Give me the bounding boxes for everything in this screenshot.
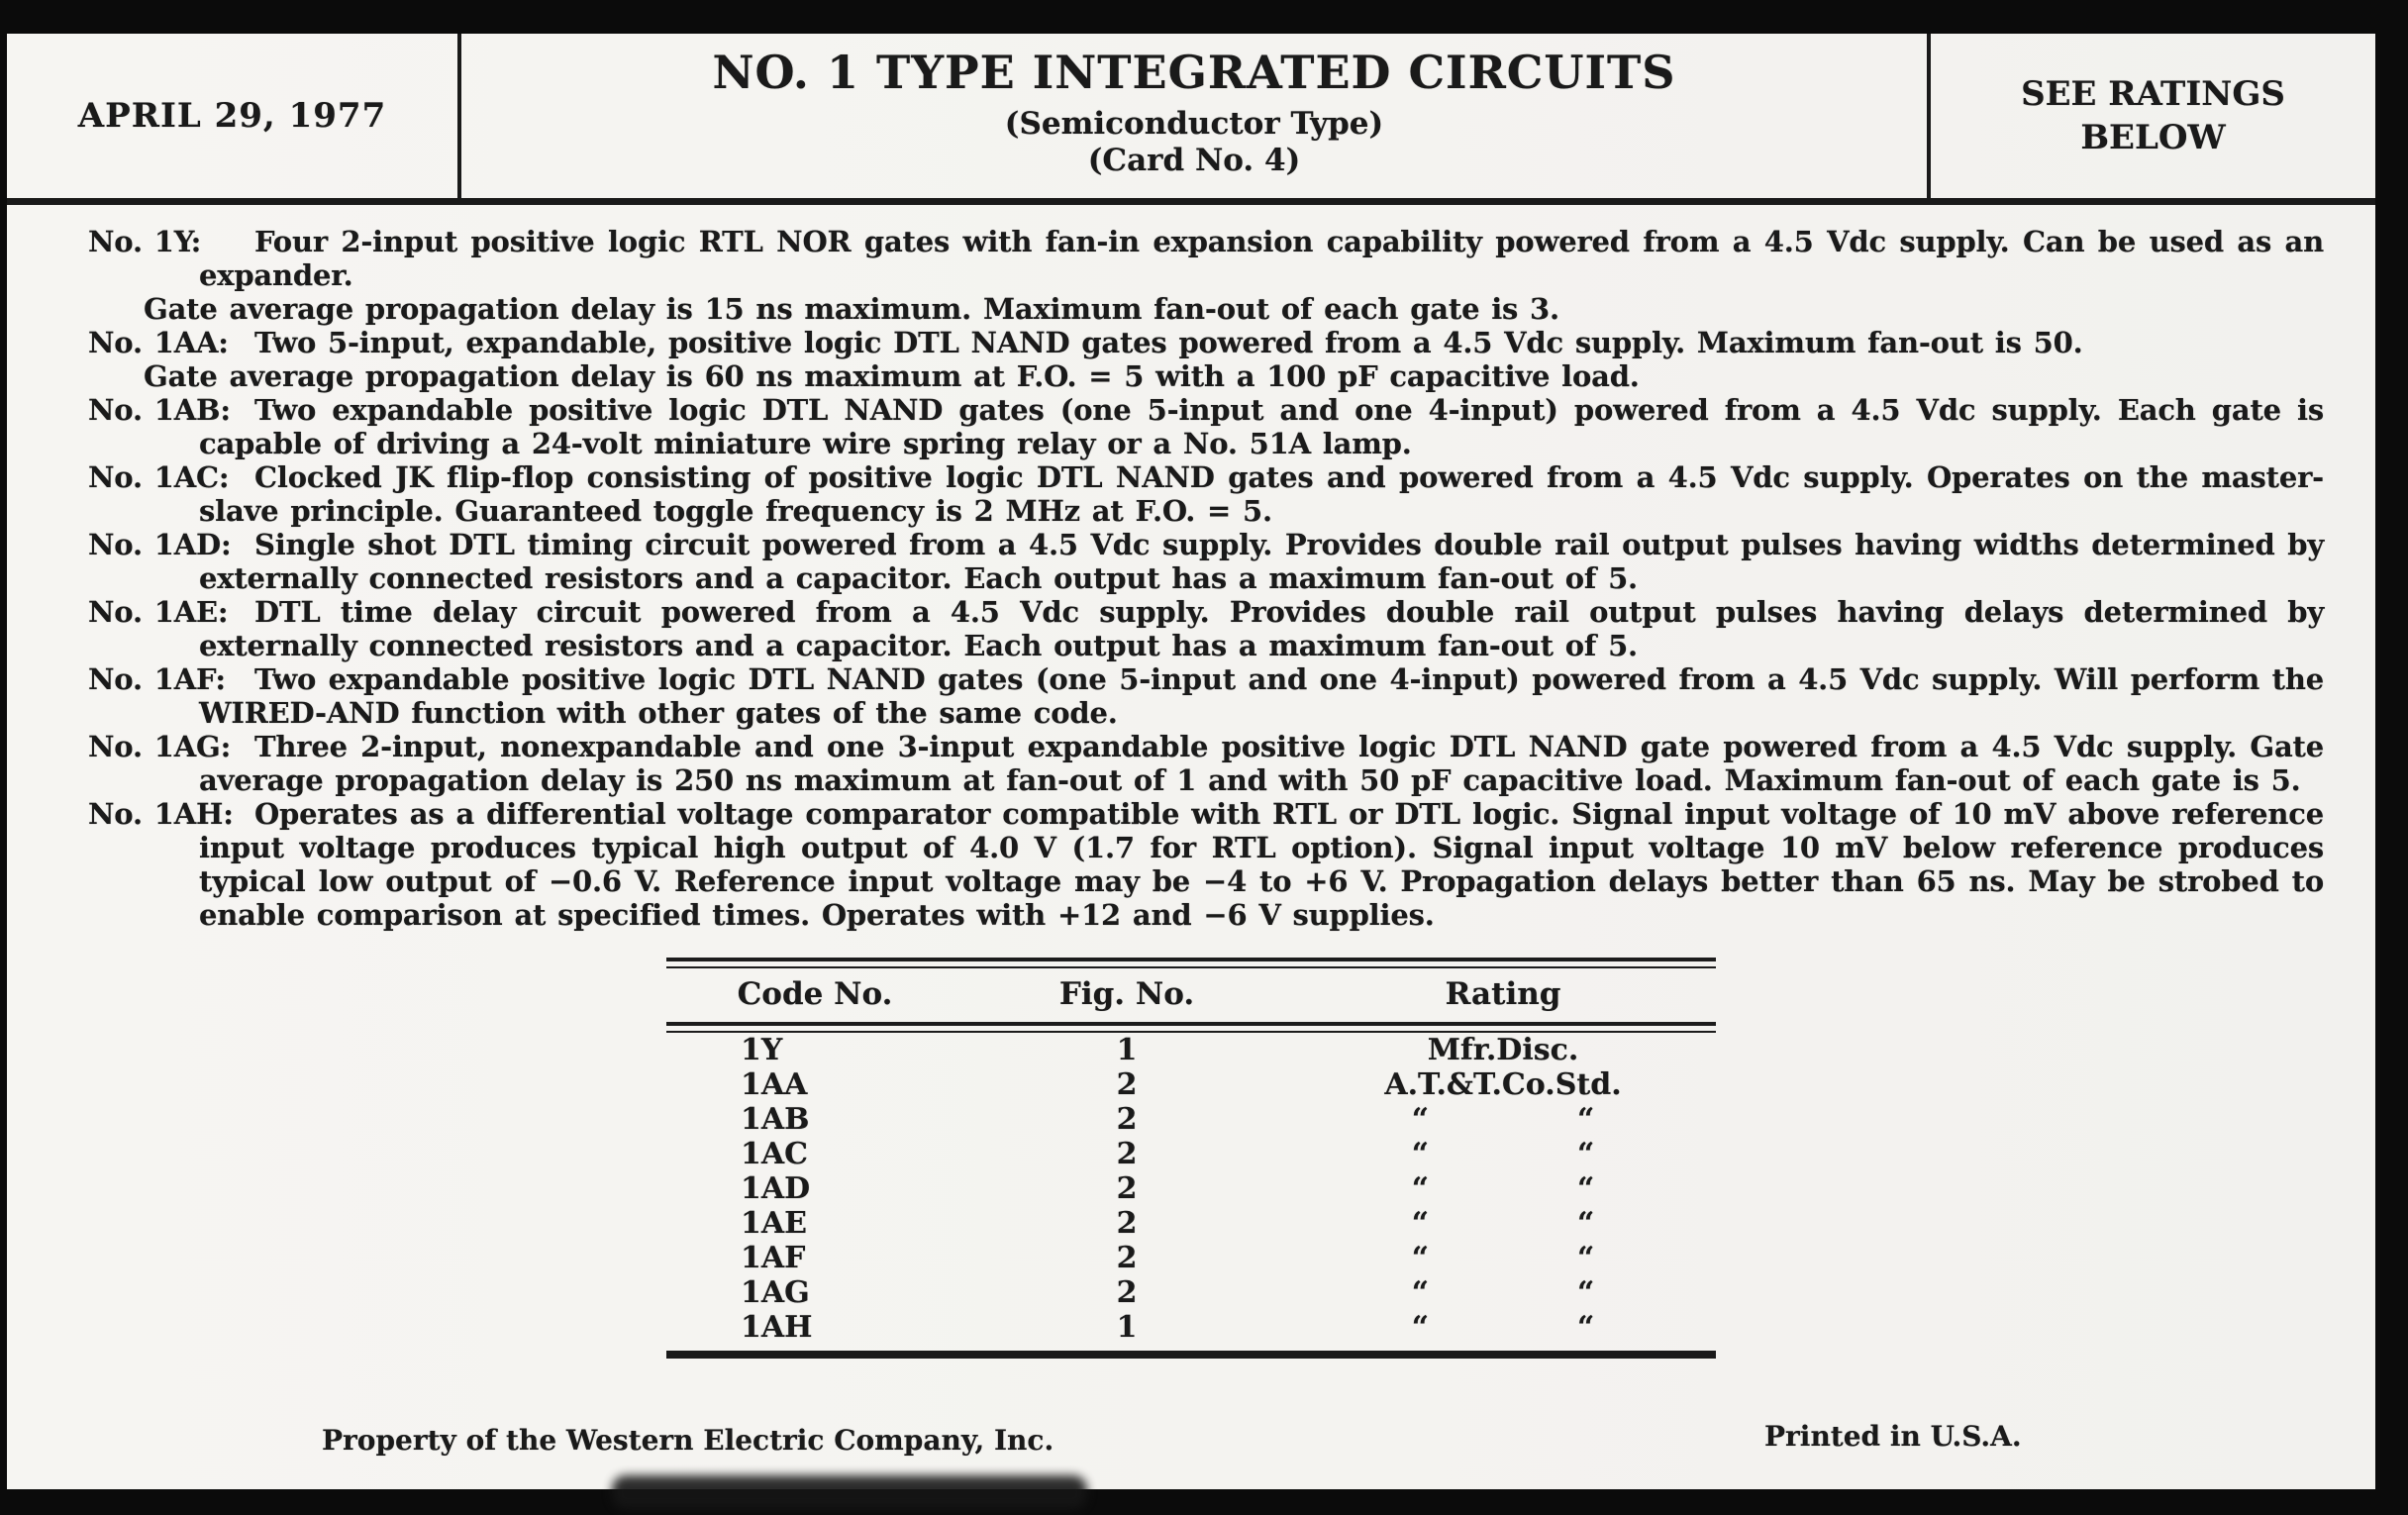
entry-note: Gate average propagation delay is 15 ns maximum. Maximum fan-out of each gate is 3. (144, 292, 1559, 326)
ditto-mark: “ (1411, 1275, 1429, 1310)
cell-code: 1AH (741, 1310, 813, 1345)
cell-fig: 2 (1116, 1206, 1138, 1241)
cell-rating: A.T.&T.Co.Std. (1384, 1067, 1622, 1102)
entry-text: Single shot DTL timing circuit powered from a 4.5 Vdc supply. Provides double rail output pulses having widths determined by externally connected resistors and a capacitor. Each output has a maximum fan-out of 5. (199, 528, 2324, 595)
cell-code: 1AG (741, 1275, 810, 1310)
cell-rating (1290, 1102, 1716, 1137)
header-rule (7, 198, 2375, 205)
cell-fig: 2 (1116, 1241, 1138, 1275)
ditto-mark: “ (1577, 1310, 1595, 1345)
table-row (666, 1067, 1716, 1102)
entry (88, 662, 2324, 730)
ditto-marks (1290, 1171, 1716, 1206)
ditto-marks (1290, 1275, 1716, 1310)
entry (88, 225, 2324, 292)
entry-label: No. 1AE: (88, 595, 229, 629)
ditto-marks (1290, 1310, 1716, 1345)
cell-rating (1290, 1206, 1716, 1241)
entry-text: Three 2-input, nonexpandable and one 3-input expandable positive logic DTL NAND gate powered from a 4.5 Vdc supply. Gate average propagation delay is 250 ns maximum at fan-out of 1 and with 50 pF capacitive load. Maximum fan-out of each gate is 5. (199, 730, 2324, 797)
header-title-cell (457, 34, 1931, 198)
printed-in-usa: Printed in U.S.A. (1764, 1420, 2022, 1453)
cell-rating (1290, 1171, 1716, 1206)
ditto-mark: “ (1577, 1241, 1595, 1275)
entry (88, 393, 2324, 460)
table-row (666, 1033, 1716, 1067)
card-number: (Card No. 4) (1087, 143, 1301, 178)
entry (88, 595, 2324, 662)
entry-label: No. 1Y: (88, 225, 202, 258)
entry-label: No. 1AC: (88, 460, 230, 494)
page-subtitle: (Semiconductor Type) (1004, 106, 1384, 142)
table-row (666, 1241, 1716, 1275)
scan-edge-left (0, 0, 7, 1515)
table-row (666, 1206, 1716, 1241)
table-row (666, 1310, 1716, 1345)
cell-rating (1290, 1275, 1716, 1310)
page-header (7, 34, 2375, 198)
cell-code: 1AF (741, 1241, 806, 1275)
entry-label: No. 1AB: (88, 393, 231, 427)
ditto-mark: “ (1577, 1275, 1595, 1310)
ratings-table (666, 958, 1716, 1359)
ditto-marks (1290, 1241, 1716, 1275)
table-rule-top (666, 958, 1716, 968)
table-rule-bottom (666, 1351, 1716, 1359)
cell-fig: 2 (1116, 1171, 1138, 1206)
table-rule-header (666, 1022, 1716, 1033)
cell-fig: 2 (1116, 1137, 1138, 1171)
ratings-note: SEE RATINGS BELOW (2021, 74, 2285, 157)
column-header-code: Code No. (737, 976, 893, 1012)
table-row (666, 1275, 1716, 1310)
ditto-marks (1290, 1102, 1716, 1137)
ditto-mark: “ (1411, 1137, 1429, 1171)
entry (88, 797, 2324, 932)
entry-label: No. 1AG: (88, 730, 232, 763)
scan-edge-right (2375, 0, 2408, 1515)
document-page (7, 34, 2375, 1489)
entry-text: Two expandable positive logic DTL NAND gates (one 5-input and one 4-input) powered from a 4.5 Vdc supply. Each gate is capable of driving a 24-volt miniature wire spring relay or a No. 51A lamp. (199, 393, 2324, 460)
ditto-mark: “ (1577, 1137, 1595, 1171)
table-body (666, 1033, 1716, 1345)
cell-fig: 2 (1116, 1067, 1138, 1102)
entries-list (7, 205, 2375, 932)
cell-code: 1AA (741, 1067, 808, 1102)
cell-code: 1AD (741, 1171, 811, 1206)
entry-text: Clocked JK flip-flop consisting of positive logic DTL NAND gates and powered from a 4.5 Vdc supply. Operates on the master-slave principle. Guaranteed toggle frequency is 2 MHz at F.O. = 5. (199, 460, 2324, 528)
ditto-mark: “ (1577, 1171, 1595, 1206)
entry (88, 730, 2324, 797)
entry-label: No. 1AF: (88, 662, 226, 696)
header-ratings-cell (1931, 34, 2375, 198)
entry-text: Two 5-input, expandable, positive logic DTL NAND gates powered from a 4.5 Vdc supply. Maximum fan-out is 50. (254, 326, 2083, 359)
entry-text: Two expandable positive logic DTL NAND gates (one 5-input and one 4-input) powered from a 4.5 Vdc supply. Will perform the WIRED-AND function with other gates of the same code. (199, 662, 2324, 730)
cell-rating (1290, 1310, 1716, 1345)
entry-label: No. 1AH: (88, 797, 234, 831)
header-date-cell (7, 34, 457, 198)
cell-rating: Mfr.Disc. (1427, 1033, 1579, 1067)
cell-rating (1290, 1137, 1716, 1171)
entry-label: No. 1AA: (88, 326, 229, 359)
ditto-mark: “ (1577, 1206, 1595, 1241)
ditto-mark: “ (1411, 1206, 1429, 1241)
cell-rating (1290, 1241, 1716, 1275)
entry-text: Four 2-input positive logic RTL NOR gates with fan-in expansion capability powered from a 4.5 Vdc supply. Can be used as an expander. (199, 225, 2324, 292)
cell-code: 1Y (741, 1033, 783, 1067)
ditto-marks (1290, 1137, 1716, 1171)
entry-note: Gate average propagation delay is 60 ns maximum at F.O. = 5 with a 100 pF capacitive load. (144, 359, 1640, 393)
property-notice: Property of the Western Electric Company, Inc. (322, 1424, 1054, 1457)
cell-fig: 1 (1116, 1033, 1138, 1067)
cell-code: 1AB (741, 1102, 810, 1137)
cell-fig: 2 (1116, 1275, 1138, 1310)
scan-smudge (612, 1475, 1087, 1509)
scan-edge-top (0, 0, 2408, 34)
entry-text: Operates as a differential voltage comparator compatible with RTL or DTL logic. Signal input voltage of 10 mV above reference input voltage produces typical high output of 4.0 V (1.7 for RTL option). Signal input voltage 10 mV below reference produces typical low output of −0.6 V. Reference input voltage may be −4 to +6 V. Propagation delays better than 65 ns. May be strobed to enable comparison at specified times. Operates with +12 and −6 V supplies. (199, 797, 2324, 932)
cell-fig: 2 (1116, 1102, 1138, 1137)
table-row (666, 1102, 1716, 1137)
cell-fig: 1 (1116, 1310, 1138, 1345)
ditto-mark: “ (1411, 1310, 1429, 1345)
ditto-mark: “ (1411, 1241, 1429, 1275)
ditto-mark: “ (1411, 1171, 1429, 1206)
entry (88, 528, 2324, 595)
entry-label: No. 1AD: (88, 528, 232, 561)
entry (88, 460, 2324, 528)
ditto-mark: “ (1411, 1102, 1429, 1137)
cell-code: 1AE (741, 1206, 808, 1241)
ditto-mark: “ (1577, 1102, 1595, 1137)
cell-code: 1AC (741, 1137, 809, 1171)
ditto-marks (1290, 1206, 1716, 1241)
page-title: NO. 1 TYPE INTEGRATED CIRCUITS (712, 46, 1676, 99)
date-text: APRIL 29, 1977 (77, 96, 387, 136)
table-row (666, 1171, 1716, 1206)
entry (88, 326, 2324, 359)
table-header-row (666, 968, 1716, 1022)
scan-edge-bottom (0, 1489, 2408, 1515)
column-header-fig: Fig. No. (1058, 976, 1195, 1012)
column-header-rating: Rating (1445, 976, 1561, 1012)
entry-text: DTL time delay circuit powered from a 4.5 Vdc supply. Provides double rail output pulses having delays determined by externally connected resistors and a capacitor. Each output has a maximum fan-out of 5. (199, 595, 2324, 662)
table-row (666, 1137, 1716, 1171)
